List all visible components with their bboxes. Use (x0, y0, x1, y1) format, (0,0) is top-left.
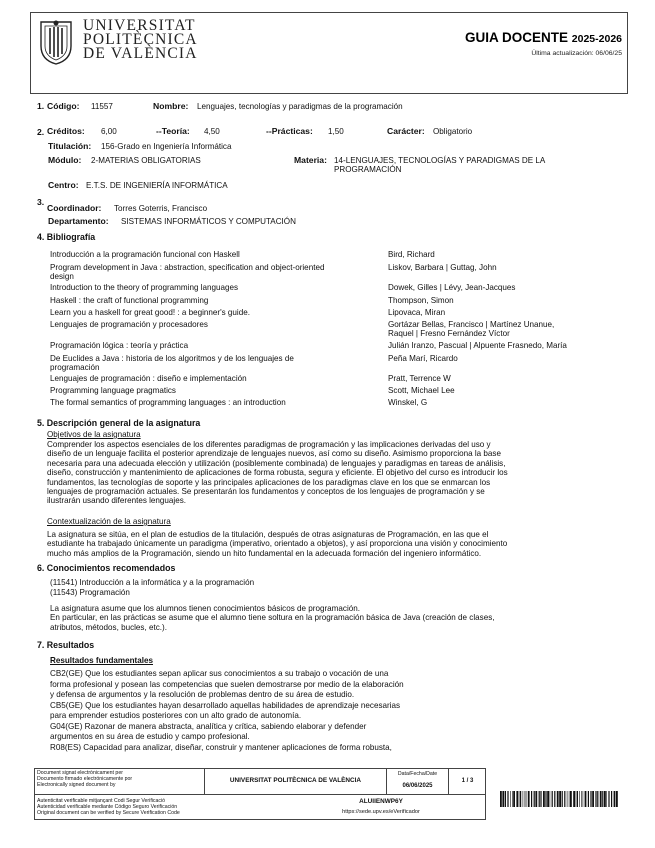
barcode-bar (592, 791, 594, 807)
section-2-number: 2. (37, 127, 45, 137)
barcode-bar (576, 791, 577, 807)
teoria-value: 4,50 (204, 127, 220, 136)
barcode-bar (564, 791, 565, 807)
text-line: ilustrarán usando diferentes lenguajes. (47, 496, 187, 506)
barcode-bar (600, 791, 602, 807)
verification-code-cell: ALUIIENWP6Y https://sede.upv.es/eVerificador (275, 799, 487, 815)
barcode-bar (579, 791, 580, 807)
barcode-bar (535, 791, 537, 807)
bibliography-author (388, 374, 628, 383)
centro-label: Centro: (48, 180, 79, 190)
nombre-label: Nombre: (153, 101, 189, 111)
bibliography-author (388, 263, 628, 272)
bibliography-author-line: Bird, Richard (388, 250, 435, 259)
bibliography-author (388, 250, 628, 259)
barcode-bar (519, 791, 520, 807)
caracter-label: Carácter: (387, 126, 425, 136)
barcode-bar (585, 791, 587, 807)
text-line: diseño, construcción y mantenimiento de aplicaciones de forma robusta, segura y eficiente. El objetivo del curso es introducir los (47, 468, 508, 478)
bibliography-title (50, 283, 368, 292)
bibliography-title-line: Learn you a haskell for great good! : a beginner's guide. (50, 308, 250, 317)
nombre-value: Lenguajes, tecnologías y paradigmas de la programación (197, 102, 403, 111)
barcode-bar (606, 791, 607, 807)
barcode-bar (520, 791, 521, 807)
barcode-bar (573, 791, 575, 807)
prerequisite-2: (11543) Programación (50, 588, 130, 597)
bibliography-author (388, 341, 628, 350)
barcode-bar (562, 791, 563, 807)
materia-value-line-1: 14-LENGUAJES, TECNOLOGÍAS Y PARADIGMAS DE LA (334, 156, 546, 165)
coordinador-label: Coordinador: (47, 203, 102, 213)
bibliography-author-line: Raquel | Fresno Fernández Víctor (388, 329, 510, 338)
barcode-bar (516, 791, 518, 807)
prerequisite-1: (11541) Introducción a la informática y a la programación (50, 578, 255, 587)
verification-note-cell: Autenticitat verificable mitjançant Codi Segur Verificació Autenticidad verificable mediante Código Seguro Verificación Original document can be verified by Secure Verification Code (37, 798, 180, 817)
bibliography-author-line: Gortázar Bellas, Francisco | Martínez Unanue, (388, 320, 555, 329)
signature-footer (34, 768, 486, 820)
barcode-bar (611, 791, 612, 807)
signed-by-cell: Document signat electrònicament per Documento firmado electrónicamente por Electronically signed document by (35, 769, 205, 795)
bibliography-author (388, 398, 628, 407)
barcode-bar (597, 791, 598, 807)
organization-cell: UNIVERSITAT POLITÈCNICA DE VALÈNCIA (205, 769, 387, 795)
text-line: G04(GE) Razonar de manera abstracta, analítica y crítica, sabiendo elaborar y defender (50, 721, 367, 731)
section-1-number: 1. (37, 101, 45, 111)
objetivos-paragraph (47, 440, 632, 506)
barcode-bar (512, 791, 513, 807)
text-line: atributos, métodos, bucles, etc.). (50, 622, 167, 632)
barcode-bar (569, 791, 570, 807)
bibliography-author-line: Lipovaca, Miran (388, 308, 446, 317)
barcode-bar (502, 791, 504, 807)
practicas-value: 1,50 (328, 127, 344, 136)
coordinador-value: Torres Goterris, Francisco (114, 204, 208, 213)
text-line: argumentos en su área de estudio y campo profesional. (50, 732, 250, 741)
modulo-label: Módulo: (48, 155, 82, 165)
barcode-bar (554, 791, 555, 807)
barcode-bar (581, 791, 582, 807)
bibliography-author-line: Pratt, Terrence W (388, 374, 451, 383)
departamento-label: Departamento: (48, 216, 109, 226)
barcode-bar (513, 791, 515, 807)
barcode-bar (583, 791, 584, 807)
barcode-bar (608, 791, 609, 807)
bibliography-author-line: Dowek, Gilles | Lévy, Jean-Jacques (388, 283, 516, 292)
barcode-bar (526, 791, 527, 807)
barcode-bar (577, 791, 578, 807)
bibliography-title (50, 374, 368, 383)
text-line: diseño de un lenguaje facilita el posterior aprendizaje de lenguajes nuevos, así como su diseño. Asimismo proporciona la base (47, 449, 501, 459)
barcode-bar (552, 791, 553, 807)
bibliography-title (50, 341, 368, 350)
barcode-bar (616, 791, 618, 807)
bibliography-title (50, 386, 368, 395)
barcode-bar (500, 791, 502, 807)
bibliography-title-line: programación (50, 363, 100, 372)
bibliography-title-line: design (50, 272, 74, 281)
barcode-bar (510, 791, 511, 807)
last-updated: Última actualización: 06/06/25 (531, 50, 622, 57)
section-3-number: 3. (37, 197, 45, 207)
bibliography-title (50, 398, 368, 407)
barcode-bar (590, 791, 591, 807)
bibliography-author-line: Winskel, G (388, 398, 428, 407)
bibliography-title-line: Programación lógica : teoría y práctica (50, 341, 189, 350)
text-line: Comprender los aspectos esenciales de los diferentes paradigmas de programación y las implicaciones derivadas del uso y (47, 440, 491, 449)
bibliography-title-line: De Euclides a Java : historia de los algoritmos y de los lenguajes de (50, 354, 294, 363)
barcode-bar (559, 791, 561, 807)
bibliography-title-line: Introduction to the theory of programming languages (50, 283, 239, 292)
barcode-bar (523, 791, 524, 807)
text-line: y defensa de argumentos y la resolución de problemas dentro de su área de estudio. (50, 690, 355, 699)
titulacion-value: 156-Grado en Ingeniería Informática (101, 142, 232, 151)
barcode-bar (528, 791, 530, 807)
bibliography-title (50, 320, 368, 329)
practicas-label: --Prácticas: (266, 126, 313, 136)
text-line: mucho más amplios de la Programación, siendo un hito fundamental en la adecuada formación del ingeniero informático. (47, 548, 482, 558)
bibliography-author (388, 386, 628, 395)
university-name: UNIVERSITAT POLITÈCNICA DE VALÈNCIA (83, 17, 198, 62)
header-box (30, 12, 628, 94)
bibliography-title (50, 263, 368, 281)
contexto-paragraph (47, 530, 632, 558)
text-line: estudiante ha trabajado únicamente un paradigma (imperativo, orientado a objetos), y así proporciona una visión y conocimiento (47, 539, 508, 549)
bibliography-title-line: Lenguajes de programación : diseño e implementación (50, 374, 247, 383)
section-5-title: 5. Descripción general de la asignatura (37, 418, 201, 428)
objetivos-subtitle: Objetivos de la asignatura (47, 430, 141, 439)
bibliography-author (388, 320, 628, 338)
text-line: CB2(GE) Que los estudiantes sepan aplicar sus conocimientos a su trabajo o vocación de una (50, 669, 389, 678)
section-6-title: 6. Conocimientos recomendados (37, 563, 176, 573)
teoria-label: --Teoría: (156, 126, 190, 136)
bibliography-title-line: The formal semantics of programming languages : an introduction (50, 398, 286, 407)
barcode-bar (525, 791, 526, 807)
bibliography-author (388, 296, 628, 305)
text-line: En particular, en las prácticas se asume que el alumno tiene soltura en la programación básica de Java (creación de clases, (50, 613, 495, 623)
barcode-bar (550, 791, 551, 807)
bibliography-title-line: Programming language pragmatics (50, 386, 176, 395)
bibliography-title (50, 308, 368, 317)
bibliography-title-line: Lenguajes de programación y procesadores (50, 320, 208, 329)
date-cell: Data/Fecha/Date 06/06/2025 (387, 769, 449, 795)
bibliography-author (388, 283, 628, 292)
bibliography-author (388, 308, 628, 317)
modulo-value: 2-MATERIAS OBLIGATORIAS (91, 156, 201, 165)
bibliography-author-line: Peña Marí, Ricardo (388, 354, 458, 363)
contexto-subtitle: Contextualización de la asignatura (47, 517, 171, 526)
barcode-bar (557, 791, 559, 807)
bibliography-author (388, 354, 628, 363)
verification-url-link[interactable]: https://sede.upv.es/eVerificador (342, 809, 420, 816)
barcode-bar (540, 791, 541, 807)
bibliography-author-line: Liskov, Barbara | Guttag, John (388, 263, 497, 272)
barcode-bar (505, 791, 506, 807)
text-line: forma profesional y posean las competencias que suelen demostrarse por medio de la elaboración (50, 679, 404, 689)
caracter-value: Obligatorio (433, 127, 473, 136)
section-7-title: 7. Resultados (37, 640, 95, 650)
text-line: R08(ES) Capacidad para analizar, diseñar, construir y mantener aplicaciones de forma robusta, (50, 742, 392, 752)
text-line: fundamentos, las tecnologías de soporte y las principales aplicaciones de los paradigmas clave en los que se enmarcan los (47, 477, 491, 487)
bibliography-title-line: Introducción a la programación funcional con Haskell (50, 250, 240, 259)
barcode-bar (595, 791, 596, 807)
text-line: lenguajes de programación actuales. Se presentarán los fundamentos y conceptos de los lenguajes de programación y se (47, 487, 485, 497)
materia-value-line-2: PROGRAMACIÓN (334, 165, 402, 174)
page-count-cell: 1 / 3 (449, 769, 486, 795)
departamento-value: SISTEMAS INFORMÁTICOS Y COMPUTACIÓN (121, 217, 296, 226)
section-4-title: 4. Bibliografía (37, 232, 96, 242)
materia-label: Materia: (294, 155, 327, 165)
barcode-bar (539, 791, 540, 807)
bibliography-author-line: Julián Iranzo, Pascual | Alpuente Frasnedo, María (388, 341, 567, 350)
codigo-value: 11557 (91, 102, 113, 111)
barcode-bar (534, 791, 535, 807)
resultados-list (50, 669, 520, 753)
bibliography-author-line: Scott, Michael Lee (388, 386, 455, 395)
barcode-bar (531, 791, 532, 807)
creditos-value: 6,00 (101, 127, 117, 136)
bibliography-title-line: Program development in Java : abstraction, specification and object-oriented (50, 263, 325, 272)
text-line: La asignatura se sitúa, en el plan de estudios de la titulación, después de otras asignaturas de Programación, en las que el (47, 530, 489, 539)
resultados-fundamentales-subtitle: Resultados fundamentales (50, 656, 153, 665)
creditos-label: Créditos: (47, 126, 85, 136)
codigo-label: Código: (47, 101, 80, 111)
barcode-bar (614, 791, 616, 807)
barcode-bar (543, 791, 545, 807)
bibliography-title (50, 354, 368, 372)
barcode-bar (567, 791, 568, 807)
text-line: para emprender estudios posteriores con un alto grado de autonomía. (50, 711, 302, 720)
barcode-bar (507, 791, 508, 807)
text-line: necesaria para una adecuada elección y utilización (posiblemente combinada) de lenguajes y paradigmas en tareas de análisis, (47, 458, 506, 468)
titulacion-label: Titulación: (48, 141, 92, 151)
bibliography-title (50, 250, 368, 259)
barcode-bar (588, 791, 589, 807)
barcode-bar (547, 791, 549, 807)
barcode-icon (500, 791, 618, 807)
text-line: CB5(GE) Que los estudiantes hayan desarrollado aquellas habilidades de aprendizaje necesarias (50, 700, 401, 710)
conocimientos-paragraph (50, 604, 630, 632)
bibliography-title (50, 296, 368, 305)
barcode-bar (545, 791, 546, 807)
university-logo-icon (37, 18, 75, 66)
barcode-bar (604, 791, 606, 807)
text-line: La asignatura asume que los alumnos tienen conocimientos básicos de programación. (50, 604, 360, 613)
bibliography-title-line: Haskell : the craft of functional programming (50, 296, 209, 305)
centro-value: E.T.S. DE INGENIERÍA INFORMÁTICA (86, 181, 228, 190)
barcode-bar (602, 791, 603, 807)
document-title: GUIA DOCENTE 2025-2026 (465, 30, 622, 45)
barcode-bar (570, 791, 572, 807)
bibliography-author-line: Thompson, Simon (388, 296, 454, 305)
